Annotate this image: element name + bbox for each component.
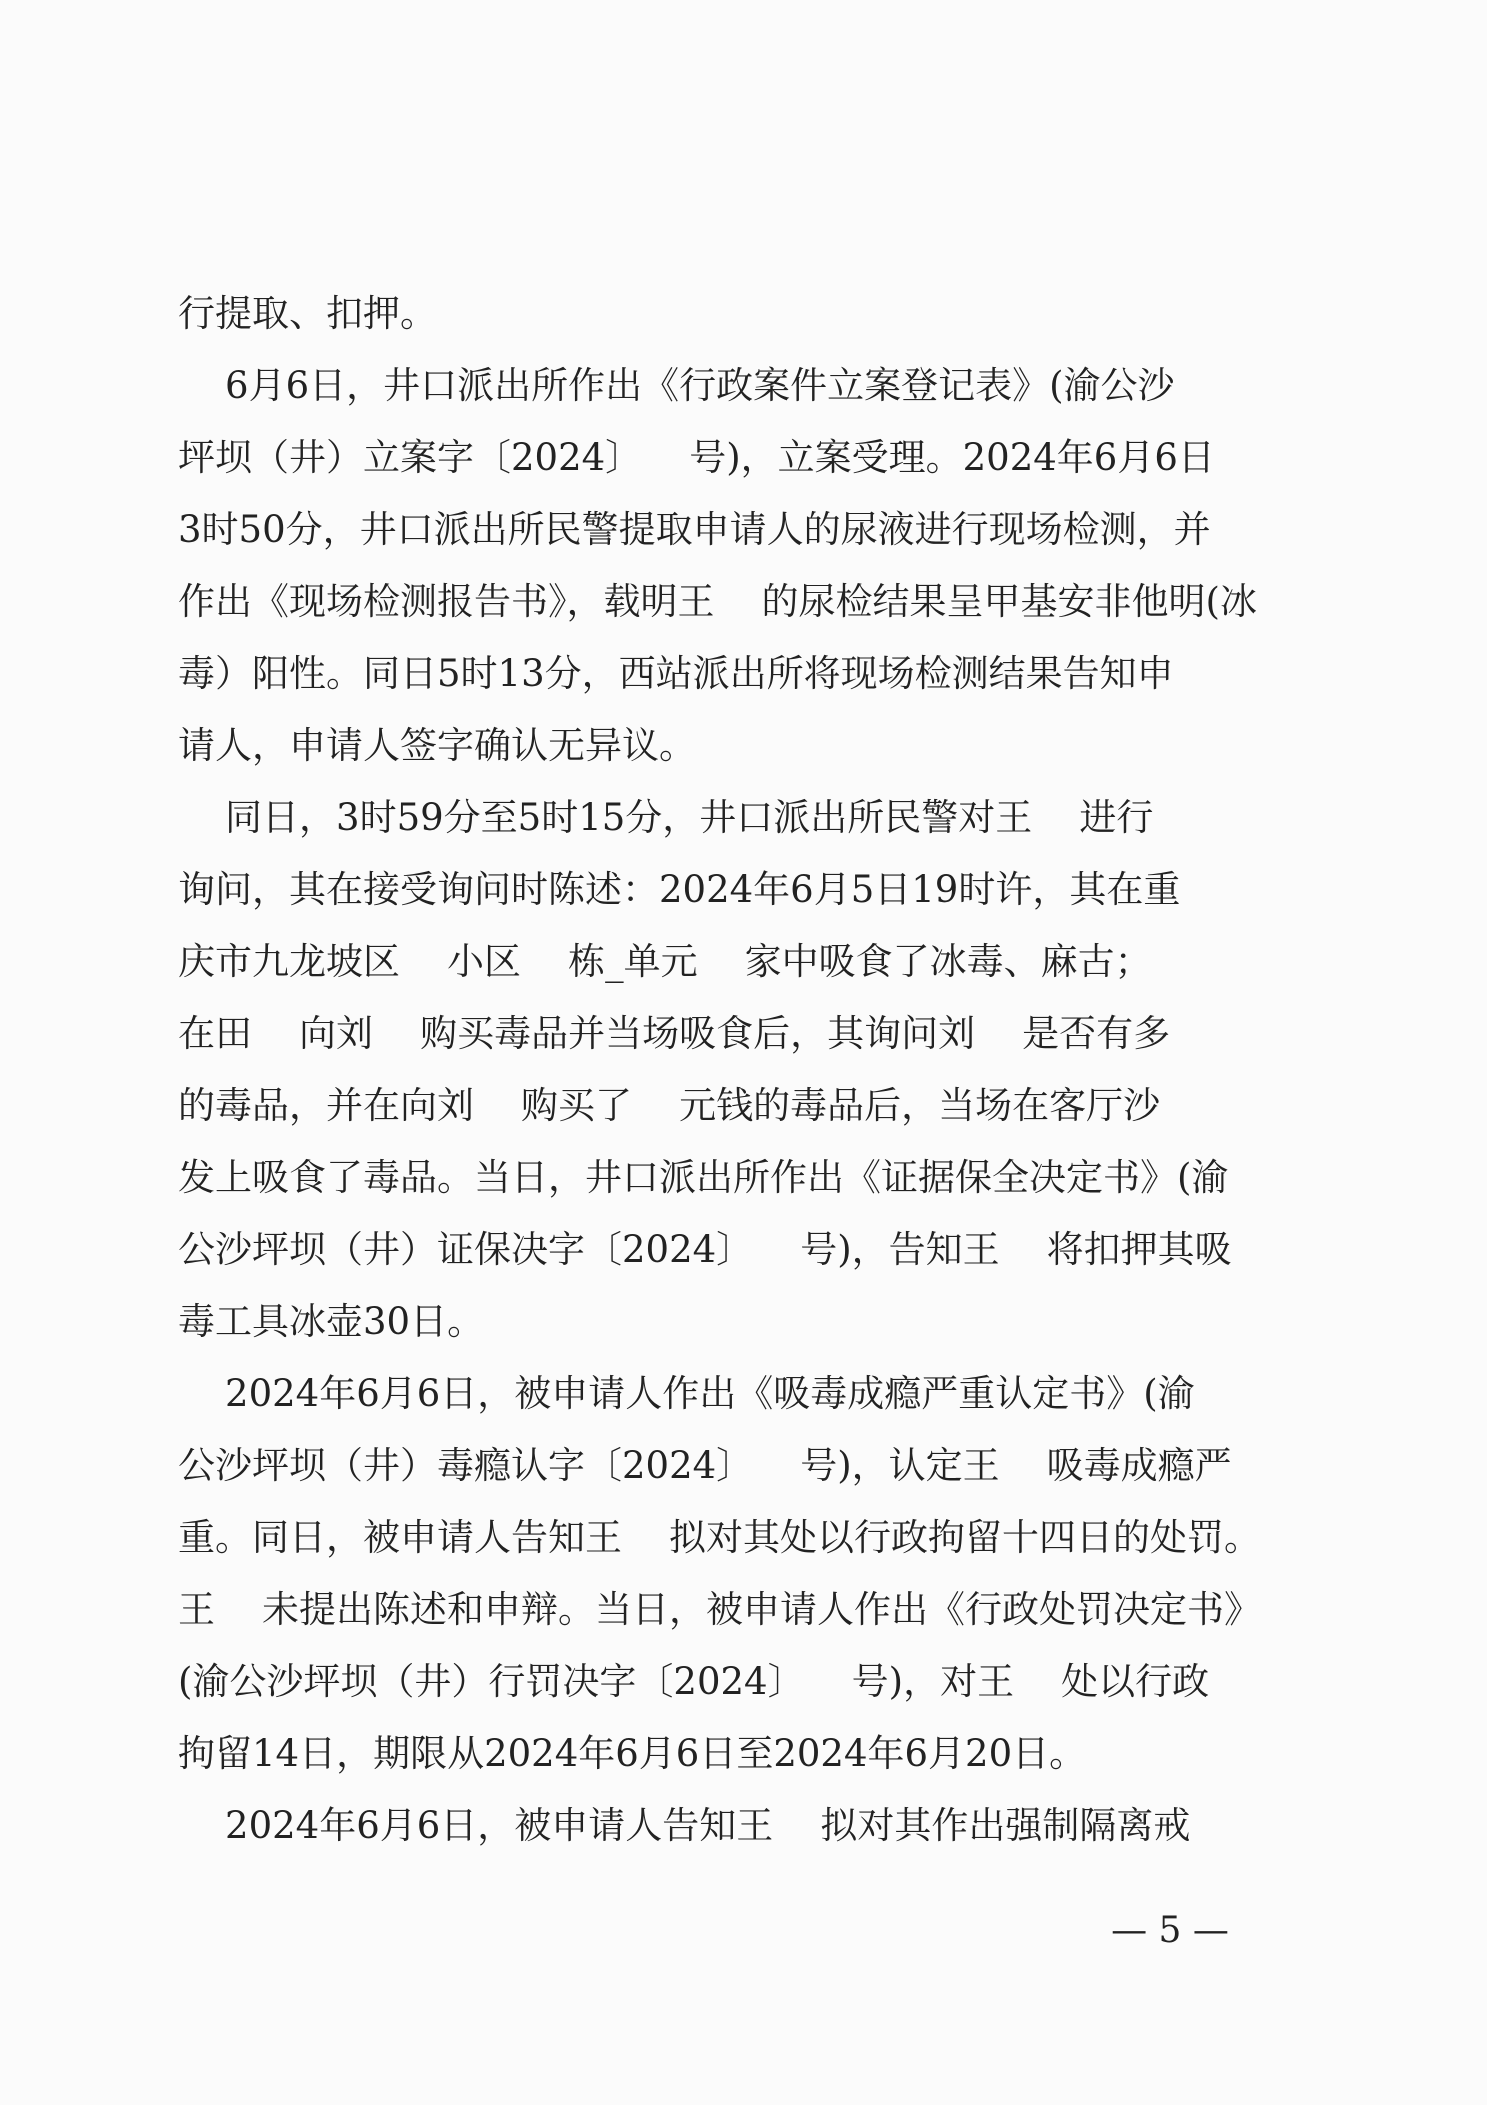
- text-line: 3时50分，井口派出所民警提取申请人的尿液进行现场检测，并: [178, 508, 1211, 551]
- text-line: 重。同日，被申请人告知王 拟对其处以行政拘留十四日的处罚。: [178, 1516, 1262, 1559]
- page-number: — 5 —: [1111, 1910, 1229, 1951]
- text-line: 6月6日，井口派出所作出《行政案件立案登记表》(渝公沙: [178, 364, 1175, 407]
- text-line: 行提取、扣押。: [178, 292, 437, 335]
- text-line: 毒）阳性。同日5时13分，西站派出所将现场检测结果告知申: [178, 652, 1174, 695]
- text-line: 毒工具冰壶30日。: [178, 1300, 485, 1343]
- text-line: 同日，3时59分至5时15分，井口派出所民警对王 进行: [178, 796, 1154, 839]
- text-line: 2024年6月6日，被申请人作出《吸毒成瘾严重认定书》(渝: [178, 1372, 1195, 1415]
- text-line: 作出《现场检测报告书》，载明王 的尿检结果呈甲基安非他明(冰: [178, 580, 1257, 623]
- text-line: 请人，申请人签字确认无异议。: [178, 724, 696, 767]
- text-line: 庆市九龙坡区 小区 栋_单元 家中吸食了冰毒、麻古；: [178, 940, 1152, 983]
- text-line: 公沙坪坝（井）毒瘾认字〔2024〕 号)，认定王 吸毒成瘾严: [178, 1444, 1232, 1487]
- text-line: 的毒品，并在向刘 购买了 元钱的毒品后，当场在客厅沙: [178, 1084, 1161, 1127]
- text-line: 在田 向刘 购买毒品并当场吸食后，其询问刘 是否有多: [178, 1012, 1171, 1055]
- body-text: [178, 278, 1288, 1862]
- text-line: (渝公沙坪坝（井）行罚决字〔2024〕 号)，对王 处以行政: [178, 1660, 1210, 1703]
- text-line: 询问，其在接受询问时陈述：2024年6月5日19时许，其在重: [178, 868, 1181, 911]
- text-line: 拘留14日，期限从2024年6月6日至2024年6月20日。: [178, 1732, 1087, 1775]
- text-line: 发上吸食了毒品。当日，井口派出所作出《证据保全决定书》(渝: [178, 1156, 1229, 1199]
- text-line: 坪坝（井）立案字〔2024〕 号)，立案受理。2024年6月6日: [178, 436, 1215, 479]
- text-line: 王 未提出陈述和申辩。当日，被申请人作出《行政处罚决定书》: [178, 1588, 1262, 1631]
- text-line: 2024年6月6日，被申请人告知王 拟对其作出强制隔离戒: [178, 1804, 1191, 1847]
- text-line: 公沙坪坝（井）证保决字〔2024〕 号)，告知王 将扣押其吸: [178, 1228, 1232, 1271]
